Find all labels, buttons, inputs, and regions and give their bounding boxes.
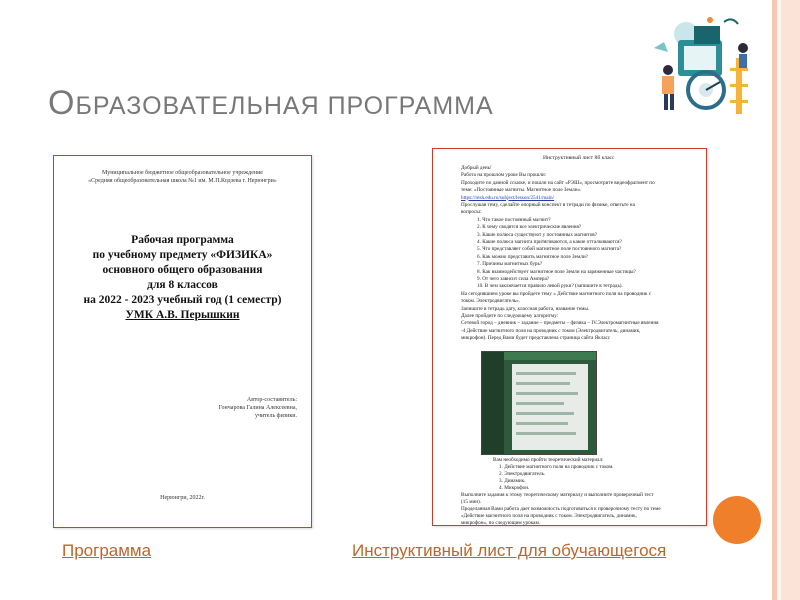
program-link[interactable]: Программа [62,541,152,560]
instruction-line: Проделанная Вами работа дает возможность подготовиться к проверочному тесту по теме [461,506,661,512]
program-title-line: основного общего образования [102,264,263,276]
city-year: Нерюнгри, 2022г. [160,495,205,501]
program-title-line: на 2022 - 2023 учебный год (1 семестр) [83,294,282,306]
program-title-line: УМК А.В. Перышкин [125,309,240,321]
instruction-line: 1. Действие магнитного поля на проводник с током. [499,464,614,470]
instruction-line: микрофон», по следующим урокам. [461,520,541,526]
author-block [219,396,297,420]
instruction-line: 2. К чему сводятся все электрические явления? [477,224,582,231]
instruction-line: Проходите по данной ссылке, и пошли на сайт «РЭШ», просмотрите видеофрагмент по [461,179,655,186]
institution-line: «Средняя общеобразовательная школа №1 им. М.П.Кодзева г. Нерюнгри» [88,178,277,184]
instruction-line: «Действие магнитного поля на проводник с током. Электродвигатель, динамик, [461,513,637,519]
decorative-circle [713,496,761,544]
instruction-line: Выполните задания к этому теоретическому материалу и выполните проверочный тест [461,492,654,498]
instruction-line: 4. Микрофон. [499,485,530,491]
instruction-line: На сегодняшнем уроке вы пройдете тему « Действие магнитного поля на проводник с [461,290,652,297]
author-line: учитель физики. [254,413,297,419]
instruction-line: 9. От чего зависит сила Ампера? [477,276,550,282]
program-title [64,233,301,323]
instruction-line: Добрый день! [461,165,492,171]
instruction-document-preview[interactable] [432,148,707,526]
instruction-line: Работа на прошлом уроке Вы прошли: [461,172,547,179]
instruction-header: Инструктивный лист 8б класс [543,155,615,161]
program-title-line: для 8 классов [147,279,218,291]
instruction-line: 4. Какие полюса магнита притягиваются, а какие отталкиваются? [477,239,622,245]
instruction-line: Сетевой город – дневник – задание – предметы – физика – IV.Электромагнитные явления [461,320,659,327]
instruction-line: 7. Причины магнитных бурь? [477,261,543,268]
instruction-line: Вам необходимо пройти теоретический материал: [493,457,604,463]
instruction-line: 1. Что такое постоянный магнит? [477,216,551,223]
title-rest: БРАЗОВАТЕЛЬНАЯ ПРОГРАММА [75,92,494,120]
instruction-line: микрофон). Перед Вами будет представлена страница сайта Якласс [461,335,611,342]
author-line: Автор-составитель: [246,397,297,403]
instruction-line: теме: «Постоянные магниты. Магнитное поле Земли». [461,187,582,194]
instruction-line: https://resh.edu.ru/subject/lesson/2541/main/ [461,194,555,201]
instruction-line: 3. Динамик. [499,478,526,484]
instruction-line: 10. В чем заключается правило левой руки? (запишите в тетрадь). [477,283,623,290]
instruction-line: 2. Электродвигатель. [499,471,546,477]
embedded-screenshot [481,351,597,455]
instruction-line: вопросы: [461,209,482,216]
instruction-line: 5. Что представляет собой магнитное поле постоянного магнита? [477,246,622,253]
instruction-line: током. Электродвигатель». [461,298,521,305]
instruction-line: 6. Как можно представить магнитное поле Земли? [477,253,588,260]
program-title-line: по учебному предмету «ФИЗИКА» [92,249,273,261]
instruction-line: (15 мин). [461,499,482,505]
title-first-letter: О [48,84,76,122]
instruction-line: 8. Как взаимодействует магнитное поле Земли на заряженные частицы? [477,268,636,275]
instruction-line: Далее пройдите по следующему алгоритму: [461,313,559,319]
decorative-stripe [781,0,800,600]
instruction-line: -4 Действие магнитного поля на проводник с током (Электродвигатель, динамик, [461,327,641,334]
institution-line: Муниципальное бюджетное общеобразовательное учреждение [102,170,263,176]
instruction-line: Запишите в тетрадь дату, классная работа, название темы. [461,305,590,312]
institution-text [54,169,311,185]
illustration-icon [648,12,760,120]
instruction-line: Прослушав тему, сделайте опорный конспект в тетради по физике, ответьте на [461,202,635,208]
page-title [48,84,494,123]
program-document-preview[interactable] [53,155,312,528]
program-title-line: Рабочая программа [131,234,234,246]
instruction-line: 3. Какие полюса существуют у постоянных магнитов? [477,231,598,238]
instruction-link[interactable]: Инструктивный лист для обучающегося [352,541,667,560]
author-line: Гончарова Галина Алексеевна, [218,405,297,411]
